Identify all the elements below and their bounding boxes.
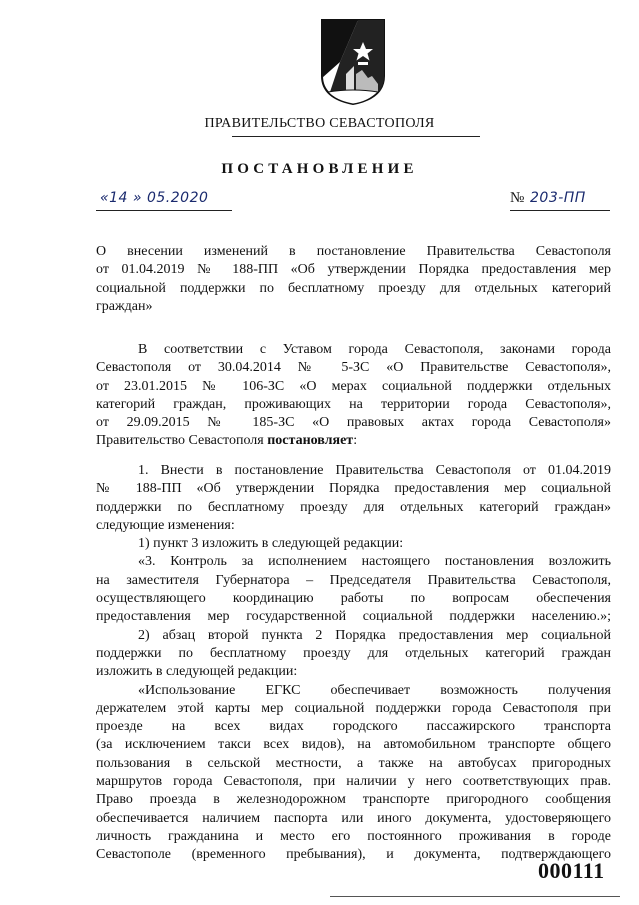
document-subject (96, 243, 611, 316)
body-line: изложить в следующей редакции: (96, 664, 298, 680)
body-line: «3. Контроль за исполнением настоящего постановления возложить (138, 554, 611, 570)
body-line: проезде на всех видах городского пассажирского транспорта (96, 719, 611, 735)
basis-line: от 29.09.2015 № 185-ЗС «О правовых актах города Севастополя» (96, 415, 611, 431)
resolution-body (96, 462, 611, 865)
document-number: 203-ПП (530, 190, 586, 206)
basis-colon: : (353, 433, 358, 449)
body-line: пользования в сельской местности, а также на автобусах пригородных (96, 755, 611, 771)
basis-line-final (96, 432, 611, 450)
body-line: поддержки по бесплатному проезду для отдельных категорий граждан» (96, 499, 611, 515)
subject-line: граждан» (96, 298, 153, 314)
basis-line: Севастополя от 30.04.2014 № 5-ЗС «О Правительстве Севастополя», (96, 360, 611, 376)
body-line: «Использование ЕГКС обеспечивает возможность получения (138, 682, 611, 698)
body-line: (за исключением такси всех видов), на автомобильном транспорте общего (96, 737, 611, 753)
body-line: осуществляющего координацию работы по вопросам обеспечения (96, 591, 611, 607)
body-line: предоставления мер государственной социальной поддержки населению.»; (96, 609, 611, 625)
basis-line: В соответствии с Уставом города Севастополя, законами города (138, 342, 611, 357)
body-line: Право проезда в железнодорожном транспорте пригородного сообщения (96, 792, 611, 808)
body-line: 1) пункт 3 изложить в следующей редакции: (138, 536, 404, 552)
basis-line: от 23.01.2015 № 106-ЗС «О мерах социальной поддержки отдельных (96, 378, 611, 394)
body-line: на заместителя Губернатора – Председателя Правительства Севастополя, (96, 572, 611, 588)
bottom-divider (330, 896, 620, 897)
body-line: № 188-ПП «Об утверждении Порядка предоставления мер социальной (96, 481, 611, 497)
government-title: ПРАВИТЕЛЬСТВО СЕВАСТОПОЛЯ (204, 116, 435, 131)
basis-line: категорий граждан, проживающих на территории города Севастополя», (96, 396, 611, 412)
subject-line: социальной поддержки по бесплатному проезду для отдельных категорий (96, 280, 611, 296)
basis-text: Правительство Севастополя (96, 433, 268, 449)
title-underline (232, 136, 480, 137)
form-serial-number: 000111 (538, 858, 605, 883)
body-line: следующие изменения: (96, 517, 235, 533)
document-date: «14 » 05.2020 (100, 190, 209, 206)
body-line: держателем этой карты мер социальной поддержки города Севастополя при (96, 700, 611, 716)
body-line: личность гражданина и место его постоянного проживания в городе (96, 828, 611, 844)
subject-line: О внесении изменений в постановление Правительства Севастополя (96, 244, 611, 259)
subject-line: от 01.04.2019 № 188-ПП «Об утверждении Порядка предоставления мер (96, 262, 611, 278)
body-line: 1. Внести в постановление Правительства Севастополя от 01.04.2019 (138, 463, 611, 478)
body-line: Севастополе (временного пребывания), и документа, подтверждающего (96, 847, 611, 863)
legal-basis (96, 341, 611, 451)
body-line: 2) абзац второй пункта 2 Порядка предоставления мер социальной (138, 627, 611, 643)
body-line: маршрутов города Севастополя, при наличии у него соответствующих прав. (96, 774, 611, 790)
coat-of-arms-icon (318, 18, 388, 106)
body-line: обеспечивается наличием паспорта или иного документа, удостоверяющего (96, 810, 611, 826)
resolves-word: постановляет (267, 433, 354, 449)
number-sign: № (510, 190, 525, 206)
document-type: ПОСТАНОВЛЕНИЕ (221, 161, 418, 177)
body-line: поддержки по бесплатному проезду для отдельных категорий граждан (96, 645, 611, 661)
